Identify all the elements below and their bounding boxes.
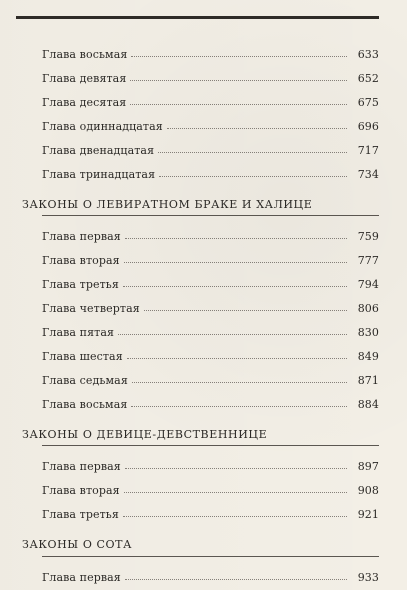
toc-entry-label: Глава вторая — [42, 254, 120, 268]
toc-entry[interactable] — [42, 218, 379, 242]
toc-section-levirate — [22, 198, 379, 410]
toc-entry-label: Глава шестая — [42, 350, 123, 364]
section-title: ЗАКОНЫ О СОТА — [22, 538, 133, 552]
dot-leader — [132, 382, 347, 383]
toc-entry-page: 652 — [357, 72, 379, 85]
toc-entry-page: 908 — [357, 484, 379, 498]
toc-entry-label: Глава восьмая — [42, 48, 128, 61]
toc-entry-label: Глава третья — [42, 278, 119, 292]
dot-leader — [144, 310, 347, 311]
toc-entry-label: Глава десятая — [42, 96, 127, 109]
section-title: ЗАКОНЫ О ДЕВИЦЕ-ДЕВСТВЕННИЦЕ — [22, 428, 268, 442]
toc-entry[interactable] — [42, 36, 379, 60]
dot-leader — [125, 468, 347, 469]
toc-entry[interactable] — [42, 156, 379, 180]
toc-entry[interactable] — [42, 338, 379, 362]
toc-entry[interactable] — [42, 84, 379, 108]
section-divider — [42, 556, 379, 557]
toc-entry-label: Глава пятая — [42, 326, 115, 340]
toc-entry-page: 830 — [357, 326, 379, 340]
toc-entry[interactable] — [42, 362, 379, 386]
dot-leader — [125, 238, 347, 239]
toc-entry-label: Глава восьмая — [42, 398, 128, 412]
toc-entry-label: Глава двенадцатая — [42, 144, 155, 157]
toc-entry-label: Глава седьмая — [42, 374, 128, 388]
dot-leader — [125, 579, 347, 580]
toc-entry-page: 933 — [357, 570, 379, 584]
dot-leader — [131, 56, 347, 57]
toc-entry-label: Глава тринадцатая — [42, 168, 156, 181]
dot-leader — [123, 516, 347, 517]
section-title: ЗАКОНЫ О ЛЕВИРАТНОМ БРАКЕ И ХАЛИЦЕ — [22, 198, 313, 211]
toc-entry-page: 696 — [357, 120, 379, 133]
toc-entry[interactable] — [42, 448, 379, 472]
toc-section-virgin — [22, 428, 379, 520]
toc-entry-page: 794 — [357, 278, 379, 292]
toc-entry-label: Глава третья — [42, 508, 119, 522]
toc-entry-label: Глава первая — [42, 230, 121, 244]
section-divider — [42, 215, 379, 216]
toc-section-sota — [22, 538, 379, 582]
toc-entry[interactable] — [42, 60, 379, 84]
dot-leader — [124, 262, 347, 263]
dot-leader — [159, 176, 347, 177]
toc-entry-label: Глава вторая — [42, 484, 120, 498]
toc-entry-page: 777 — [357, 254, 379, 268]
toc-entry[interactable] — [42, 496, 379, 520]
dot-leader — [158, 152, 347, 153]
toc-entry-page: 717 — [357, 144, 379, 157]
dot-leader — [127, 358, 347, 359]
dot-leader — [118, 334, 347, 335]
toc-entry[interactable] — [42, 559, 379, 583]
toc-entry[interactable] — [42, 108, 379, 132]
toc-entry-label: Глава первая — [42, 460, 121, 474]
dot-leader — [130, 80, 347, 81]
toc-entry-label: Глава девятая — [42, 72, 127, 85]
toc-entry[interactable] — [42, 290, 379, 314]
top-rule — [16, 16, 379, 19]
toc-section-continuation — [22, 36, 379, 180]
toc-entry-page: 734 — [357, 168, 379, 181]
toc-entry[interactable] — [42, 472, 379, 496]
table-of-contents — [22, 36, 379, 590]
dot-leader — [123, 286, 347, 287]
toc-entry[interactable] — [42, 266, 379, 290]
toc-entry-page: 633 — [357, 48, 379, 61]
toc-entry[interactable] — [42, 132, 379, 156]
toc-entry-label: Глава первая — [42, 570, 121, 584]
section-divider — [42, 445, 379, 446]
toc-entry-page: 921 — [357, 508, 379, 522]
toc-entry-page: 884 — [357, 398, 379, 412]
toc-entry-page: 806 — [357, 302, 379, 316]
toc-entry-page: 849 — [357, 350, 379, 364]
dot-leader — [167, 128, 347, 129]
toc-entry-label: Глава четвертая — [42, 302, 140, 316]
dot-leader — [130, 104, 347, 105]
toc-entry[interactable] — [42, 386, 379, 410]
toc-entry[interactable] — [42, 314, 379, 338]
toc-entry-page: 675 — [357, 96, 379, 109]
toc-entry-page: 871 — [357, 374, 379, 388]
toc-entry[interactable] — [42, 242, 379, 266]
toc-entry-page: 897 — [357, 460, 379, 474]
dot-leader — [124, 492, 347, 493]
dot-leader — [131, 406, 347, 407]
toc-entry-label: Глава одиннадцатая — [42, 120, 163, 133]
toc-entry-page: 759 — [357, 230, 379, 244]
